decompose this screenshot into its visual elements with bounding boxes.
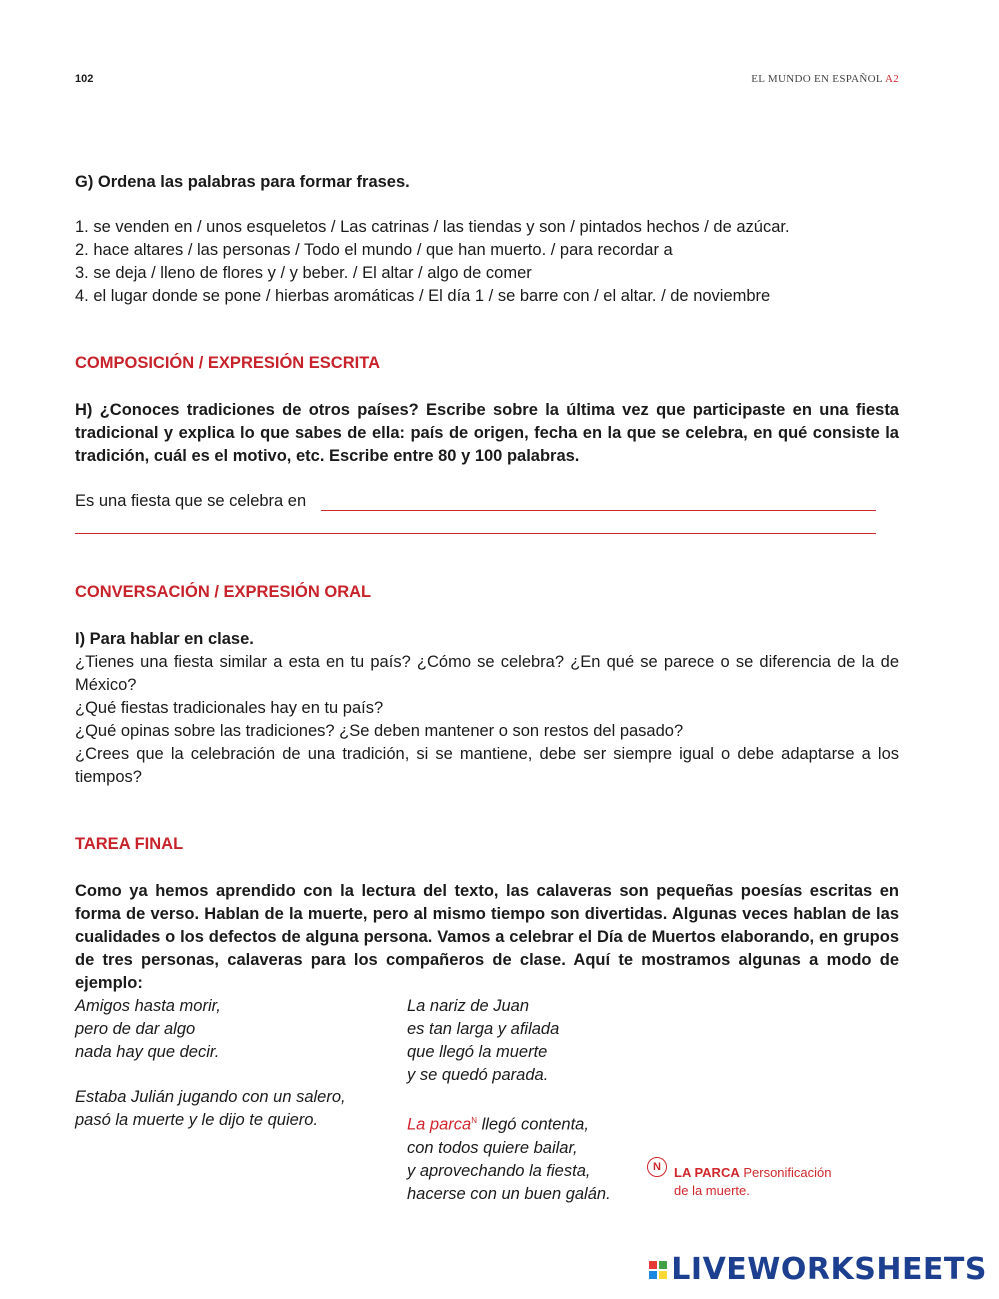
level-label: A2 xyxy=(884,73,899,85)
poem-line: Amigos hasta morir, xyxy=(75,997,221,1015)
poem-1 xyxy=(75,995,221,1064)
liveworksheets-logo xyxy=(649,1252,987,1287)
question: ¿Crees que la celebración de una tradición, si se mantiene, debe ser siempre igual o debe adaptarse a los tiempos? xyxy=(75,745,899,786)
list-item: 1. se venden en / unos esqueletos / Las catrinas / las tiendas y son / pintados hechos / de azúcar. xyxy=(75,218,790,236)
note-icon: N xyxy=(647,1157,667,1177)
poem-line: La nariz de Juan xyxy=(407,997,530,1015)
conversation-questions xyxy=(75,651,899,789)
poem-line: pero de dar algo xyxy=(75,1020,196,1038)
note-definition: Personificación xyxy=(743,1165,832,1180)
conversation-title: I) Para hablar en clase. xyxy=(75,630,254,648)
poem-line: y se quedó parada. xyxy=(407,1066,549,1084)
logo-text: LIVEWORKSHEETS xyxy=(671,1252,987,1287)
note-definition: de la muerte. xyxy=(674,1183,750,1198)
writing-line[interactable] xyxy=(321,510,876,511)
list-item: 4. el lugar donde se pone / hierbas aromáticas / El día 1 / se barre con / el altar. / de noviembre xyxy=(75,287,771,305)
poem-line: nada hay que decir. xyxy=(75,1043,220,1061)
writing-line[interactable] xyxy=(75,533,876,534)
la-parca-term: La parca xyxy=(407,1115,472,1134)
poem-line: es tan larga y afilada xyxy=(407,1020,560,1038)
poem-line: que llegó la muerte xyxy=(407,1043,548,1061)
poem-line: Estaba Julián jugando con un salero, xyxy=(75,1088,346,1106)
conversation-heading: CONVERSACIÓN / EXPRESIÓN ORAL xyxy=(75,583,372,601)
poem-line: con todos quiere bailar, xyxy=(407,1138,578,1157)
logo-icon xyxy=(649,1261,667,1279)
poem-line xyxy=(407,1109,611,1137)
composition-starter: Es una fiesta que se celebra en xyxy=(75,492,307,510)
note-marker: N xyxy=(471,1116,477,1125)
composition-prompt: H) ¿Conoces tradiciones de otros países? Escribe sobre la última vez que participaste en una fiesta tradicional y explica lo que sabes de ella: país de origen, fecha en la que se celebra, en qué consiste la tradición, cuál es el motivo, etc. Escribe entre 80 y 100 palabras. xyxy=(75,401,899,465)
section-g-title: G) Ordena las palabras para formar frases. xyxy=(75,173,410,191)
question: ¿Qué opinas sobre las tradiciones? ¿Se deben mantener o son restos del pasado? xyxy=(75,722,684,740)
question: ¿Tienes una fiesta similar a esta en tu país? ¿Cómo se celebra? ¿En qué se parece o se diferencia de la de México? xyxy=(75,653,899,694)
page-number: 102 xyxy=(75,73,94,85)
list-item: 3. se deja / lleno de flores y / y beber. / El altar / algo de comer xyxy=(75,264,532,282)
poem-text: llegó contenta, xyxy=(477,1115,589,1134)
book-header xyxy=(751,73,899,85)
section-g-list xyxy=(75,216,905,308)
book-title: EL MUNDO EN ESPAÑOL xyxy=(751,73,883,85)
poem-line: y aprovechando la fiesta, xyxy=(407,1161,591,1180)
question: ¿Qué fiestas tradicionales hay en tu país? xyxy=(75,699,384,717)
list-item: 2. hace altares / las personas / Todo el mundo / que han muerto. / para recordar a xyxy=(75,241,673,259)
note-term: LA PARCA xyxy=(674,1165,740,1180)
final-task-intro: Como ya hemos aprendido con la lectura del texto, las calaveras son pequeñas poesías escritas en forma de verso. Hablan de la muerte, pero al mismo tiempo son divertidas. Algunas veces hablan de las cualidades o los defectos de alguna persona. Vamos a celebrar el Día de Muertos elaborando, en grupos de tres personas, calaveras para los compañeros de clase. Aquí te mostramos algunas a modo de ejemplo: xyxy=(75,882,899,992)
poem-3 xyxy=(407,995,559,1087)
poem-2 xyxy=(75,1086,346,1132)
poem-line: pasó la muerte y le dijo te quiero. xyxy=(75,1111,319,1129)
final-task-heading: TAREA FINAL xyxy=(75,835,184,853)
side-note xyxy=(674,1164,832,1200)
poem-4 xyxy=(407,1109,611,1206)
poem-line: hacerse con un buen galán. xyxy=(407,1184,611,1203)
composition-heading: COMPOSICIÓN / EXPRESIÓN ESCRITA xyxy=(75,354,380,372)
